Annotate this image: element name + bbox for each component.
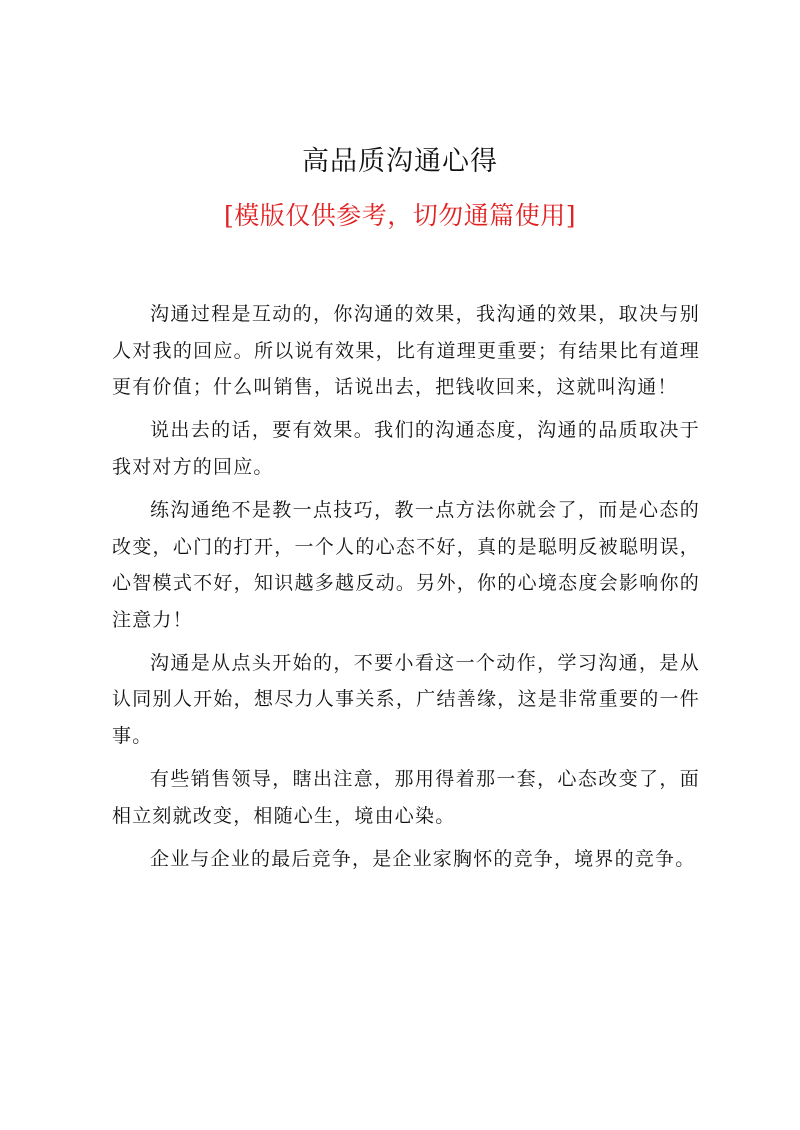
paragraph-2: 说出去的话，要有效果。我们的沟通态度，沟通的品质取决于我对对方的回应。 bbox=[112, 419, 700, 478]
document-title: 高品质沟通心得 bbox=[302, 146, 498, 177]
template-disclaimer: [模版仅供参考，切勿通篇使用] bbox=[223, 201, 576, 230]
paragraph-3: 练沟通绝不是教一点技巧，教一点方法你就会了，而是心态的改变，心门的打开，一个人的心态不好，真的是聪明反被聪明误，心智模式不好，知识越多越反动。另外，你的心境态度会影响你的注意力！ bbox=[112, 498, 700, 631]
paragraph-5: 有些销售领导，瞎出注意，那用得着那一套，心态改变了，面相立刻就改变，相随心生，境由心染。 bbox=[112, 768, 700, 827]
document-body bbox=[112, 296, 700, 884]
paragraph-1: 沟通过程是互动的，你沟通的效果，我沟通的效果，取决与别人对我的回应。所以说有效果，比有道理更重要；有结果比有道理更有价值；什么叫销售，话说出去，把钱收回来，这就叫沟通！ bbox=[112, 303, 700, 399]
paragraph-4: 沟通是从点头开始的，不要小看这一个动作，学习沟通，是从认同别人开始，想尽力人事关系，广结善缘，这是非常重要的一件事。 bbox=[112, 651, 700, 748]
paragraph-6: 企业与企业的最后竞争，是企业家胸怀的竞争，境界的竞争。 bbox=[150, 847, 696, 870]
